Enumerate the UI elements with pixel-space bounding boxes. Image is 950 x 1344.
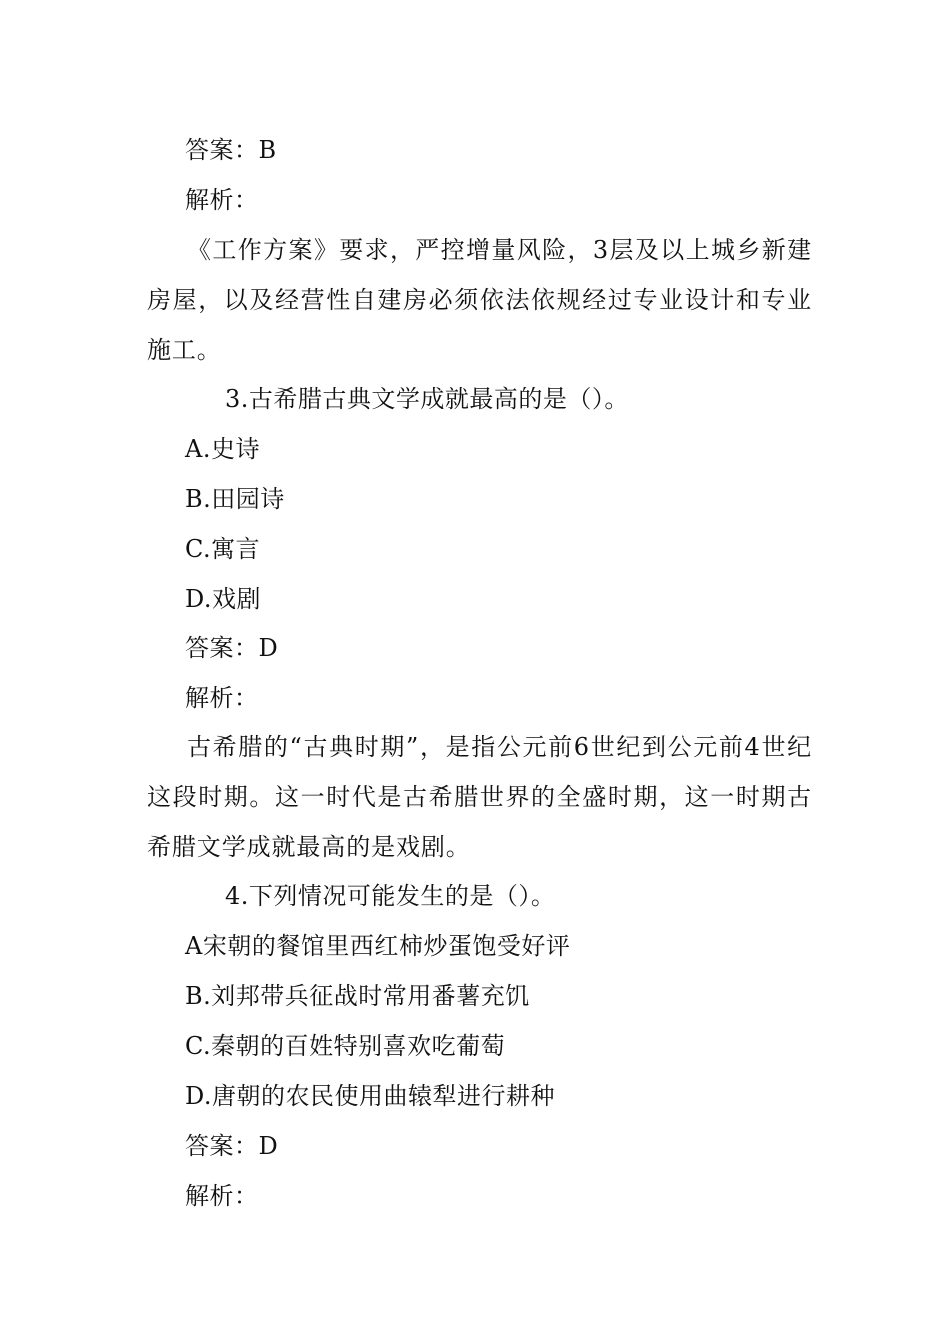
q3-option-d: D.戏剧 [185, 585, 262, 613]
q3-option-b: B.田园诗 [185, 485, 285, 513]
q3-answer: 答案：D [185, 634, 279, 662]
q4-option-a: A宋朝的餐馆里西红柿炒蛋饱受好评 [185, 932, 571, 960]
q4-option-c: C.秦朝的百姓特别喜欢吃葡萄 [185, 1032, 506, 1060]
q2-answer: 答案：B [185, 136, 277, 164]
q2-analysis-label: 解析： [185, 186, 259, 214]
q3-analysis-label: 解析： [185, 684, 259, 712]
q3-question: 3.古希腊古典文学成就最高的是（）。 [225, 385, 629, 413]
q2-analysis-text: 《工作方案》要求，严控增量风险，3层及以上城乡新建房屋，以及经营性自建房必须依法依规经过专业设计和专业施工。 [147, 236, 812, 364]
q4-analysis-label: 解析： [185, 1182, 259, 1210]
q4-answer: 答案：D [185, 1132, 279, 1160]
q3-analysis-text: 古希腊的“古典时期”，是指公元前6世纪到公元前4世纪这段时期。这一时代是古希腊世界的全盛时期，这一时期古希腊文学成就最高的是戏剧。 [147, 733, 812, 861]
q3-option-a: A.史诗 [185, 435, 260, 463]
q4-question: 4.下列情况可能发生的是（）。 [225, 882, 556, 910]
q4-option-b: B.刘邦带兵征战时常用番薯充饥 [185, 982, 530, 1010]
q4-option-d: D.唐朝的农民使用曲辕犁进行耕种 [185, 1082, 556, 1110]
q3-option-c: C.寓言 [185, 535, 261, 563]
